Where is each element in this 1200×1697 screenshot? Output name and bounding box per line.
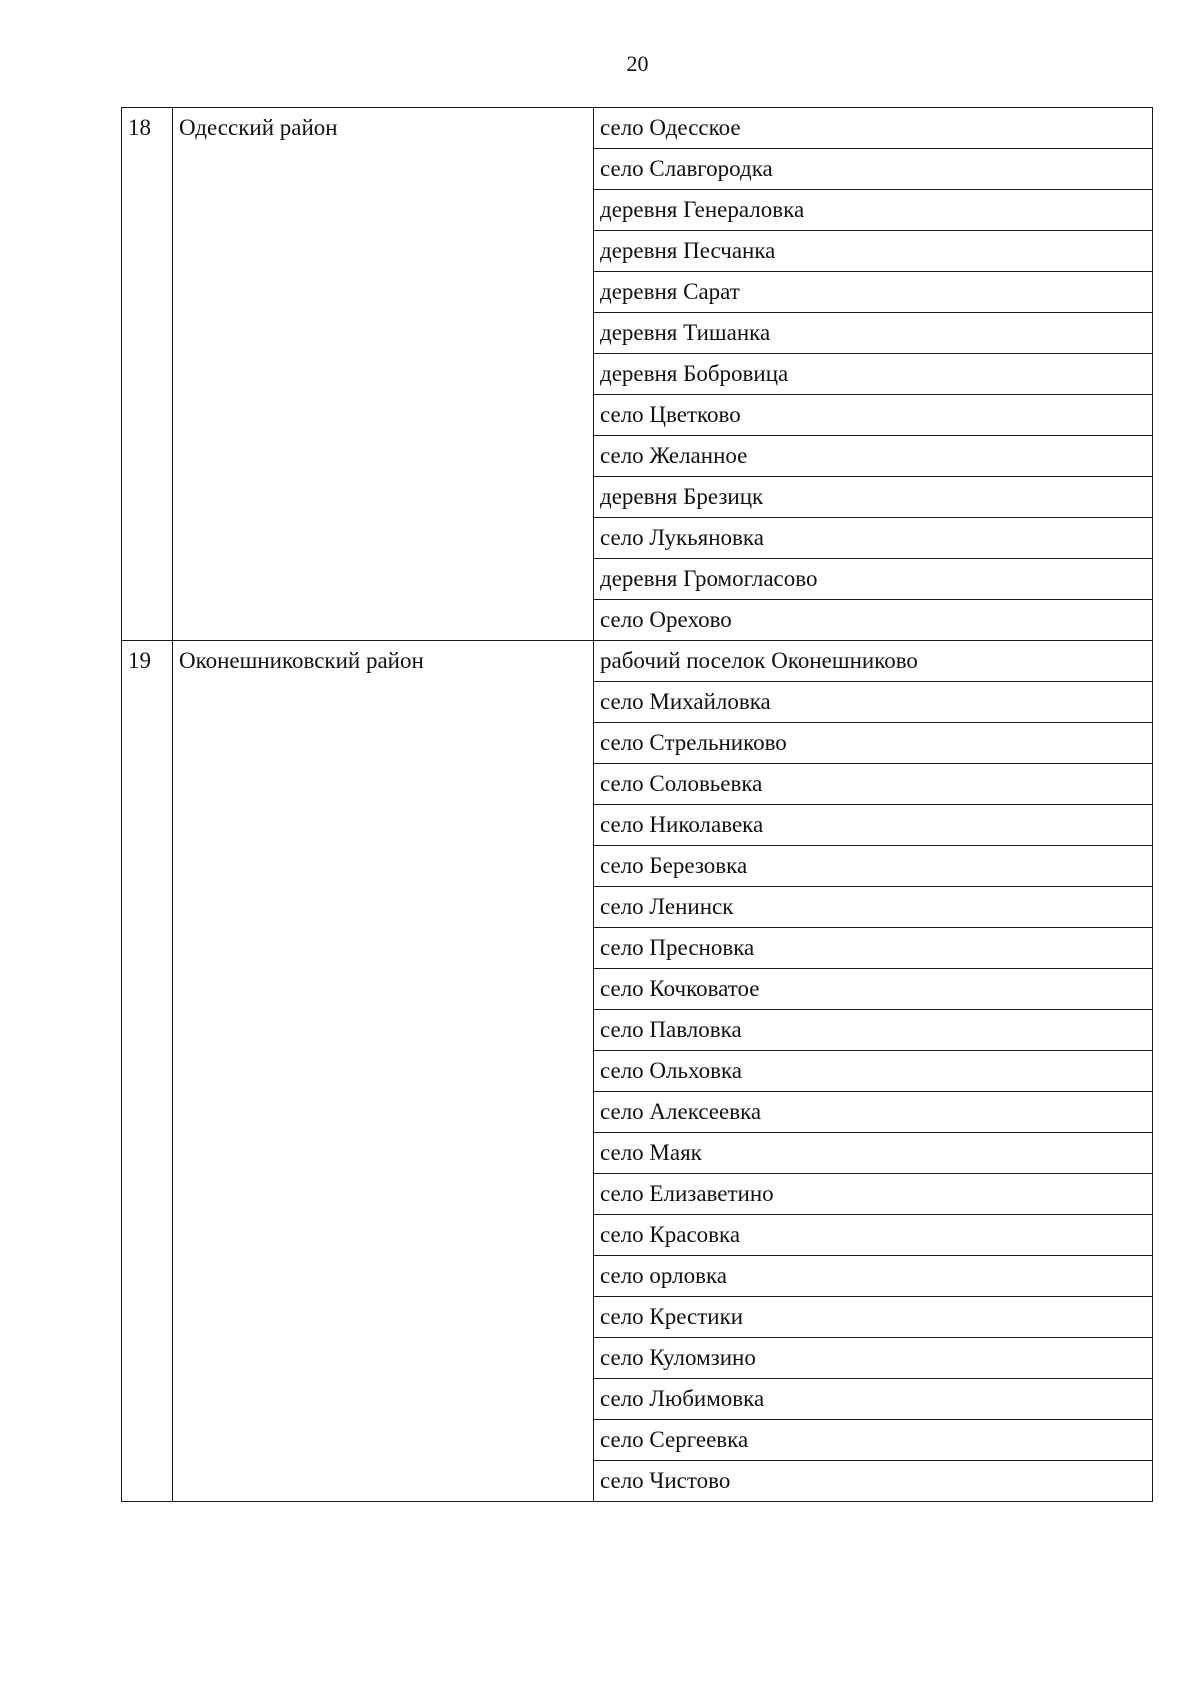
settlement-name: деревня Песчанка <box>594 231 1153 272</box>
settlement-name: село Соловьевка <box>594 764 1153 805</box>
row-number: 18 <box>122 108 173 641</box>
settlement-name: деревня Громогласово <box>594 559 1153 600</box>
settlement-name: деревня Бобровица <box>594 354 1153 395</box>
settlement-name: рабочий поселок Оконешниково <box>594 641 1153 682</box>
settlement-name: село Чистово <box>594 1461 1153 1502</box>
settlement-name: село Цветково <box>594 395 1153 436</box>
district-name: Одесский район <box>173 108 594 641</box>
settlement-name: село Лукьяновка <box>594 518 1153 559</box>
settlement-name: село Алексеевка <box>594 1092 1153 1133</box>
row-number: 19 <box>122 641 173 1502</box>
settlement-name: деревня Тишанка <box>594 313 1153 354</box>
settlement-name: село орловка <box>594 1256 1153 1297</box>
settlement-name: село Красовка <box>594 1215 1153 1256</box>
settlement-name: село Березовка <box>594 846 1153 887</box>
settlement-name: село Славгородка <box>594 149 1153 190</box>
settlement-name: село Пресновка <box>594 928 1153 969</box>
settlement-name: село Николавека <box>594 805 1153 846</box>
settlement-name: село Одесское <box>594 108 1153 149</box>
settlement-name: село Желанное <box>594 436 1153 477</box>
table-row <box>122 108 1153 149</box>
page-number: 20 <box>626 51 649 76</box>
settlement-name: село Орехово <box>594 600 1153 641</box>
settlement-name: село Михайловка <box>594 682 1153 723</box>
settlement-name: деревня Сарат <box>594 272 1153 313</box>
settlements-table <box>121 107 1153 1502</box>
settlement-name: деревня Генераловка <box>594 190 1153 231</box>
table-body <box>122 108 1153 1502</box>
settlement-name: село Крестики <box>594 1297 1153 1338</box>
settlement-name: село Ольховка <box>594 1051 1153 1092</box>
settlement-name: село Ленинск <box>594 887 1153 928</box>
settlement-name: село Маяк <box>594 1133 1153 1174</box>
settlement-name: село Куломзино <box>594 1338 1153 1379</box>
settlement-name: село Любимовка <box>594 1379 1153 1420</box>
settlement-name: село Сергеевка <box>594 1420 1153 1461</box>
settlement-name: село Павловка <box>594 1010 1153 1051</box>
settlement-name: деревня Брезицк <box>594 477 1153 518</box>
settlement-name: село Елизаветино <box>594 1174 1153 1215</box>
district-name: Оконешниковский район <box>173 641 594 1502</box>
settlement-name: село Кочковатое <box>594 969 1153 1010</box>
table-row <box>122 641 1153 682</box>
settlement-name: село Стрельниково <box>594 723 1153 764</box>
